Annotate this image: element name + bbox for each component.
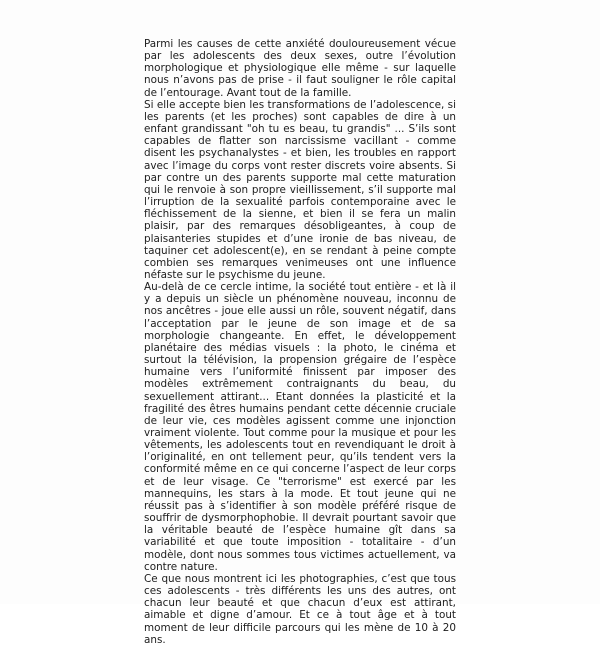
paragraph-2: Si elle accepte bien les transformations de l’adolescence, si les parents (et les proches) sont capables de dire à un enfant grandissant "oh tu es beau, tu grandis" ... S’ils sont capables de flatter son narcissisme vacillant - comme disent les psychanalystes - et bien, les troubles en rapport avec l’image du corps vont rester discrets voire absents. Si par contre un des parents supporte mal cette maturation qui le renvoie à son propre vieillissement, s’il supporte mal l’irruption de la sexualité parfois contemporaine avec le fléchissement de la sienne, et bien il se fera un malin plaisir, par des remarques désobligeantes, à coup de plaisanteries stupides et d’une ironie de bas niveau, de taquiner cet adolescent(e), en se rendant à peine compte combien ses remarques venimeuses ont une influence néfaste sur le psychisme du jeune.	[144, 98, 456, 281]
paragraph-4: Ce que nous montrent ici les photographies, c’est que tous ces adolescents - très différents les uns des autres, ont chacun leur beauté et que chacun d’eux est attirant, aimable et digne d’amour. Et ce à tout âge et à tout moment de leur difficile parcours qui les mène de 10 à 20 ans.	[144, 572, 456, 646]
body-text	[144, 38, 456, 646]
paragraph-1: Parmi les causes de cette anxiété douloureusement vécue par les adolescents des deux sexes, outre l’évolution morphologique et physiologique elle même - sur laquelle nous n’avons pas de prise - il faut souligner le rôle capital de l’entourage. Avant tout de la famille.	[144, 38, 456, 99]
paragraph-3: Au-delà de ce cercle intime, la société tout entière - et là il y a depuis un siècle un phénomène nouveau, inconnu de nos ancêtres - joue elle aussi un rôle, souvent négatif, dans l’acceptation par le jeune de son image et de sa morphologie changeante. En effet, le développement planétaire des médias visuels : la photo, le cinéma et surtout la télévision, la propension grégaire de l’espèce humaine vers l’uniformité finissent par imposer des modèles extrêmement contraignants du beau, du sexuellement attirant... Etant données la plasticité et la fragilité des êtres humains pendant cette décennie cruciale de leur vie, ces modèles agissent comme une injonction vraiment violente. Tout comme pour la musique et pour les vêtements, les adolescents tout en revendiquant le droit à l’originalité, en ont tellement peur, qu’ils tendent vers la conformité même en ce qui concerne l’aspect de leur corps et de leur visage. Ce "terrorisme" est exercé par les mannequins, les stars à la mode. Et tout jeune qui ne réussit pas à s’identifier à son modèle préféré risque de souffrir de dysmorphophobie. Il devrait pourtant savoir que la véritable beauté de l’espèce humaine gît dans sa variabilité et que toute imposition - totalitaire - d’un modèle, dont nous sommes tous victimes actuellement, va contre nature.	[144, 281, 456, 573]
